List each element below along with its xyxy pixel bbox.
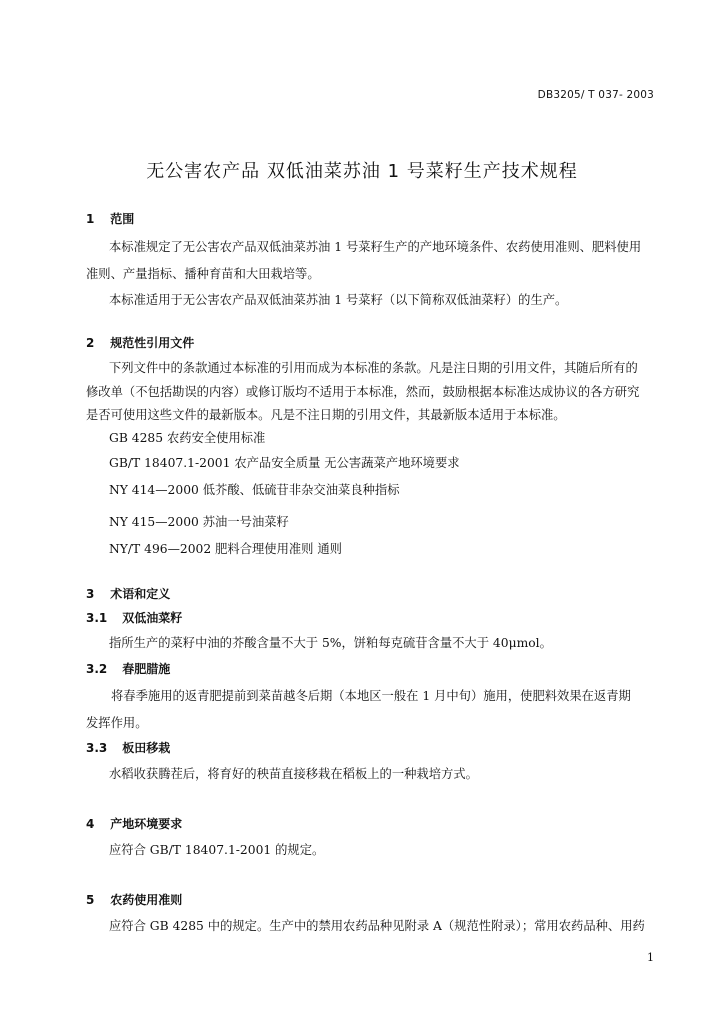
term-3-3-heading (86, 739, 170, 756)
term-number: 3.3 (86, 741, 108, 755)
document-title: 无公害农产品 双低油菜苏油 1 号菜籽生产技术规程 (146, 161, 578, 182)
reference-item: GB/T 18407.1-2001 农产品安全质量 无公害蔬菜产地环境要求 (109, 456, 460, 470)
section-2-heading (86, 334, 194, 351)
section-5-heading (86, 891, 182, 908)
term-definition: 水稻收获腾茬后，将育好的秧苗直接移栽在稻板上的一种栽培方式。 (109, 767, 478, 781)
section-title: 农药使用准则 (110, 893, 183, 907)
term-definition: 将春季施用的返青肥提前到菜苗越冬后期（本地区一般在 1 月中旬）施用，使肥料效果在返青期 (111, 689, 631, 703)
term-title: 春肥腊施 (122, 662, 171, 676)
paragraph-line: 准则、产量指标、播种育苗和大田栽培等。 (86, 267, 320, 281)
section-4-heading (86, 815, 182, 832)
document-number: DB3205/ T 037- 2003 (537, 89, 654, 101)
reference-item: NY/T 496—2002 肥料合理使用准则 通则 (109, 542, 342, 556)
page-number: 1 (647, 951, 654, 964)
reference-item: NY 415—2000 苏油一号油菜籽 (109, 515, 289, 529)
reference-item: GB 4285 农药安全使用标准 (109, 431, 266, 445)
section-title: 规范性引用文件 (110, 336, 195, 350)
term-number: 3.2 (86, 662, 108, 676)
section-number: 2 (86, 336, 95, 350)
section-title: 范围 (110, 212, 135, 226)
section-number: 5 (86, 893, 95, 907)
paragraph-line: 修改单（不包括勘误的内容）或修订版均不适用于本标准，然而，鼓励根据本标准达成协议的各方研究 (86, 385, 640, 399)
section-1-heading (86, 210, 134, 227)
term-definition: 指所生产的菜籽中油的芥酸含量不大于 5%，饼粕每克硫苷含量不大于 40μmol。 (109, 636, 552, 650)
paragraph-line: 下列文件中的条款通过本标准的引用而成为本标准的条款。凡是注日期的引用文件，其随后所有的 (109, 361, 638, 375)
term-definition: 发挥作用。 (86, 716, 148, 730)
paragraph-line: 应符合 GB 4285 中的规定。生产中的禁用农药品种见附录 A（规范性附录）；常用农药品种、用药 (109, 919, 645, 933)
section-number: 1 (86, 212, 95, 226)
section-number: 4 (86, 817, 95, 831)
term-title: 双低油菜籽 (122, 611, 183, 625)
paragraph-line: 应符合 GB/T 18407.1-2001 的规定。 (109, 843, 325, 857)
term-3-2-heading (86, 660, 170, 677)
section-title: 产地环境要求 (110, 817, 183, 831)
section-title: 术语和定义 (110, 587, 171, 601)
paragraph-line: 本标准规定了无公害农产品双低油菜苏油 1 号菜籽生产的产地环境条件、农药使用准则、肥料使用 (109, 240, 642, 254)
term-number: 3.1 (86, 611, 108, 625)
section-3-heading (86, 585, 170, 602)
term-3-1-heading (86, 609, 182, 626)
paragraph-line: 本标准适用于无公害农产品双低油菜苏油 1 号菜籽（以下简称双低油菜籽）的生产。 (109, 293, 568, 307)
reference-item: NY 414—2000 低芥酸、低硫苷非杂交油菜良种指标 (109, 483, 400, 497)
paragraph-line: 是否可使用这些文件的最新版本。凡是不注日期的引用文件，其最新版本适用于本标准。 (86, 408, 566, 422)
section-number: 3 (86, 587, 95, 601)
term-title: 板田移栽 (122, 741, 171, 755)
